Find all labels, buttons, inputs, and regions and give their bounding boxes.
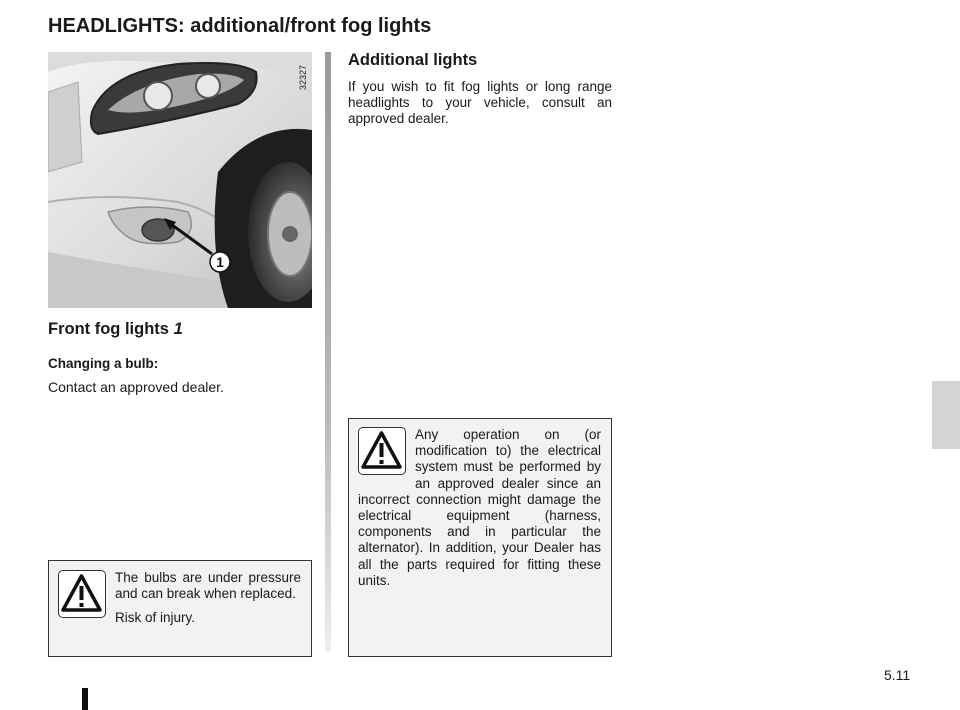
warning-electrical-text: Any operation on (or modification to) the electrical system must be performed by an approved dealer since an incorrect connection might damage the electrical equipment (harness, components and in particular the alternator). In addition, your Dealer has all the parts required for fitting these units. (358, 427, 601, 588)
warning-box-electrical (348, 418, 612, 657)
contact-dealer-text: Contact an approved dealer. (48, 379, 224, 395)
chapter-side-tab (932, 381, 960, 449)
changing-bulb-label: Changing a bulb: (48, 356, 159, 371)
additional-lights-heading: Additional lights (348, 51, 478, 69)
front-fog-heading-text: Front fog lights (48, 320, 169, 338)
warning-triangle-icon (58, 570, 106, 618)
figure-ref-code: 32327 (298, 64, 308, 90)
front-fog-lights-heading (48, 320, 183, 339)
warning-triangle-icon (358, 427, 406, 475)
figure-callout-1: 1 (216, 254, 224, 270)
additional-lights-text: If you wish to fit fog lights or long range headlights to your vehicle, consult an approved dealer. (348, 79, 612, 126)
warning-bulbs-text: The bulbs are under pressure and can break when replaced. (115, 570, 301, 602)
column-divider (325, 52, 331, 652)
page-title: HEADLIGHTS: additional/front fog lights (48, 15, 432, 37)
page-number: 5.11 (884, 667, 911, 683)
warning-injury-text: Risk of injury. (115, 610, 196, 626)
car-front-fog-light-illustration (48, 52, 312, 308)
bottom-edge-mark (82, 688, 88, 710)
front-fog-heading-number: 1 (173, 320, 183, 338)
warning-box-bulbs (48, 560, 312, 657)
